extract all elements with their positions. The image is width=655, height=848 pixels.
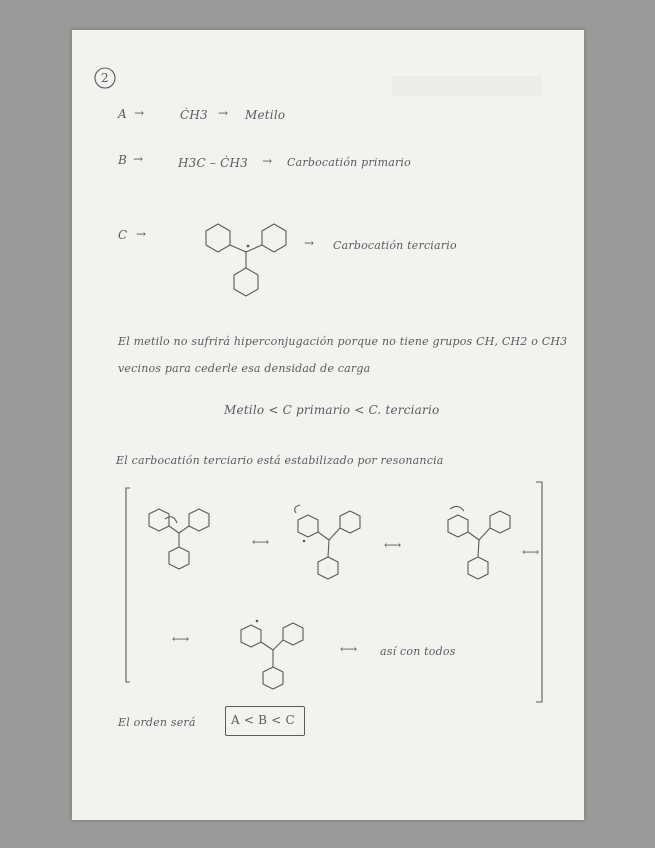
item-c-arrow-2: → (304, 236, 315, 250)
item-c-name: Carbocatión terciario (333, 239, 457, 252)
resonance-structure-4 (235, 615, 315, 700)
answer: A < B < C (231, 713, 295, 727)
item-a-formula: ĊH3 (180, 108, 208, 122)
item-b-formula: H3C – ĊH3 (178, 156, 248, 170)
resonance-arrow-2: ⟷ (384, 538, 402, 552)
item-a-name: Metilo (245, 108, 286, 122)
trityl-cation-structure (196, 216, 296, 306)
resonance-structure-2 (290, 505, 370, 590)
conclusion-label: El orden será (118, 716, 196, 729)
resonance-arrow-4: ⟷ (172, 632, 190, 646)
resonance-intro: El carbocatión terciario está estabilizado por resonancia (116, 454, 444, 467)
problem-number: 2 (101, 71, 109, 85)
resonance-structure-1 (145, 503, 215, 583)
item-c-letter: C (118, 228, 128, 242)
explanation-line-2: vecinos para cederle esa densidad de carga (118, 362, 371, 375)
resonance-note: así con todos (380, 645, 456, 658)
item-a-arrow: → (134, 106, 145, 120)
resonance-arrow-1: ⟷ (252, 535, 270, 549)
item-b-name: Carbocatión primario (287, 156, 411, 169)
item-a-letter: A (118, 107, 127, 121)
resonance-arrow-3: ⟷ (522, 545, 540, 559)
stability-comparison: Metilo < C primario < C. terciario (224, 403, 440, 417)
resonance-structure-3 (440, 505, 520, 590)
resonance-arrow-5: ⟷ (340, 642, 358, 656)
bleed-through (392, 76, 542, 96)
item-c-arrow: → (136, 227, 147, 241)
item-a-arrow-2: → (218, 106, 229, 120)
item-b-arrow-2: → (262, 154, 273, 168)
item-b-arrow: → (133, 152, 144, 166)
explanation-line-1: El metilo no sufrirá hiperconjugación porque no tiene grupos CH, CH2 o CH3 (118, 335, 568, 348)
item-b-letter: B (118, 153, 128, 167)
